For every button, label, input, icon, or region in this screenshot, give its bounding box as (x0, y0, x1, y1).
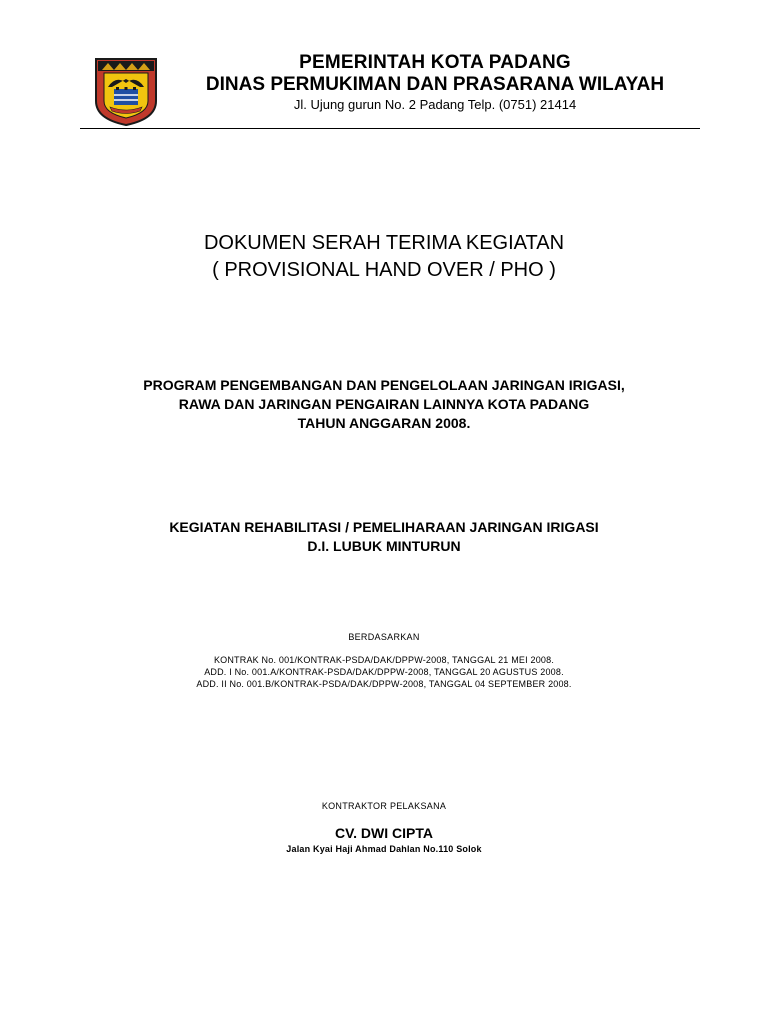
activity-line-2: D.I. LUBUK MINTURUN (307, 538, 461, 554)
title-line-1: DOKUMEN SERAH TERIMA KEGIATAN (203, 232, 565, 254)
padang-coat-of-arms-icon (94, 57, 158, 127)
government-name: PEMERINTAH KOTA PADANG (299, 52, 571, 73)
contractor-name: CV. DWI CIPTA (334, 825, 433, 841)
program-line-1: PROGRAM PENGEMBANGAN DAN PENGELOLAAN JARINGAN IRIGASI, (143, 377, 625, 393)
addendum-1-line: ADD. I No. 001.A/KONTRAK-PSDA/DAK/DPPW-2008, TANGGAL 20 AGUSTUS 2008. (204, 667, 564, 677)
agency-name: DINAS PERMUKIMAN DAN PRASARANA WILAYAH (205, 74, 665, 95)
addendum-2-line: ADD. II No. 001.B/KONTRAK-PSDA/DAK/DPPW-2008, TANGGAL 04 SEPTEMBER 2008. (196, 679, 572, 689)
contractor-heading: KONTRAKTOR PELAKSANA (321, 801, 447, 811)
contract-list (0, 654, 768, 690)
activity-line-1: KEGIATAN REHABILITASI / PEMELIHARAAN JARINGAN IRIGASI (169, 519, 599, 535)
contract-line: KONTRAK No. 001/KONTRAK-PSDA/DAK/DPPW-2008, TANGGAL 21 MEI 2008. (213, 655, 555, 665)
contractor-address: Jalan Kyai Haji Ahmad Dahlan No.110 Solok (286, 844, 482, 854)
activity-description (0, 518, 768, 556)
agency-address: Jl. Ujung gurun No. 2 Padang Telp. (0751) 21414 (293, 97, 577, 112)
letterhead (160, 52, 710, 113)
letterhead-divider (80, 128, 700, 129)
program-line-2: RAWA DAN JARINGAN PENGAIRAN LAINNYA KOTA PADANG (178, 396, 590, 412)
title-line-2: ( PROVISIONAL HAND OVER / PHO ) (212, 259, 556, 281)
basis-heading: BERDASARKAN (348, 632, 420, 642)
program-description (0, 376, 768, 433)
document-title (0, 230, 768, 284)
program-line-3: TAHUN ANGGARAN 2008. (297, 415, 471, 431)
